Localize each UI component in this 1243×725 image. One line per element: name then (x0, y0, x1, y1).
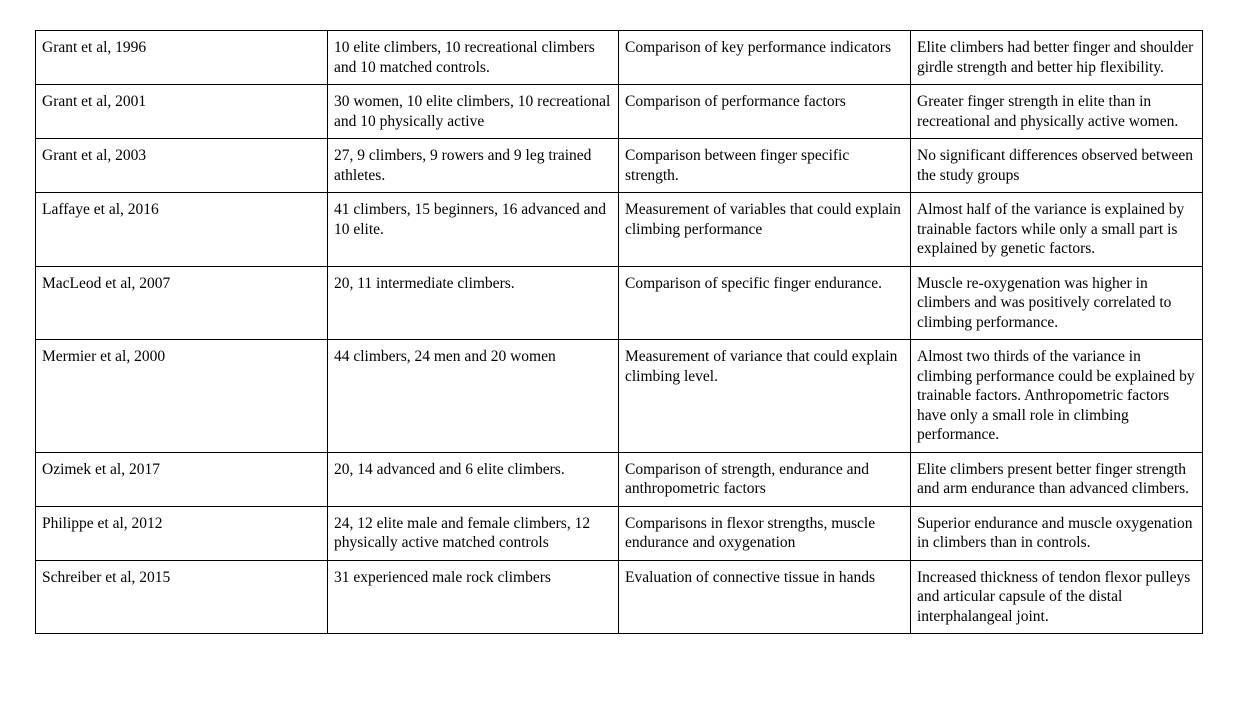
aim-cell: Comparisons in flexor strengths, muscle endurance and oxygenation (619, 506, 911, 560)
table-row (36, 31, 1203, 85)
aim-cell: Comparison between finger specific strength. (619, 139, 911, 193)
table-row (36, 506, 1203, 560)
study-cell: Ozimek et al, 2017 (36, 452, 328, 506)
studies-table (35, 30, 1203, 634)
table-row (36, 85, 1203, 139)
study-cell: Mermier et al, 2000 (36, 340, 328, 453)
sample-cell: 31 experienced male rock climbers (328, 560, 619, 634)
aim-cell: Evaluation of connective tissue in hands (619, 560, 911, 634)
findings-cell: No significant differences observed between the study groups (911, 139, 1203, 193)
findings-cell: Greater finger strength in elite than in recreational and physically active women. (911, 85, 1203, 139)
study-cell: Schreiber et al, 2015 (36, 560, 328, 634)
study-cell: Philippe et al, 2012 (36, 506, 328, 560)
table-row (36, 139, 1203, 193)
study-cell: Grant et al, 2001 (36, 85, 328, 139)
aim-cell: Measurement of variables that could explain climbing performance (619, 193, 911, 267)
findings-cell: Elite climbers present better finger strength and arm endurance than advanced climbers. (911, 452, 1203, 506)
study-cell: Grant et al, 1996 (36, 31, 328, 85)
findings-cell: Elite climbers had better finger and shoulder girdle strength and better hip flexibility. (911, 31, 1203, 85)
sample-cell: 41 climbers, 15 beginners, 16 advanced and 10 elite. (328, 193, 619, 267)
study-cell: MacLeod et al, 2007 (36, 266, 328, 340)
aim-cell: Measurement of variance that could explain climbing level. (619, 340, 911, 453)
sample-cell: 20, 14 advanced and 6 elite climbers. (328, 452, 619, 506)
study-cell: Laffaye et al, 2016 (36, 193, 328, 267)
table-row (36, 266, 1203, 340)
aim-cell: Comparison of specific finger endurance. (619, 266, 911, 340)
findings-cell: Superior endurance and muscle oxygenation in climbers than in controls. (911, 506, 1203, 560)
findings-cell: Almost two thirds of the variance in climbing performance could be explained by trainable factors. Anthropometric factors have only a small role in climbing performance. (911, 340, 1203, 453)
sample-cell: 20, 11 intermediate climbers. (328, 266, 619, 340)
aim-cell: Comparison of performance factors (619, 85, 911, 139)
sample-cell: 30 women, 10 elite climbers, 10 recreational and 10 physically active (328, 85, 619, 139)
sample-cell: 44 climbers, 24 men and 20 women (328, 340, 619, 453)
findings-cell: Almost half of the variance is explained by trainable factors while only a small part is explained by genetic factors. (911, 193, 1203, 267)
table-row (36, 193, 1203, 267)
table-row (36, 340, 1203, 453)
table-row (36, 452, 1203, 506)
findings-cell: Muscle re-oxygenation was higher in climbers and was positively correlated to climbing performance. (911, 266, 1203, 340)
sample-cell: 24, 12 elite male and female climbers, 12 physically active matched controls (328, 506, 619, 560)
aim-cell: Comparison of key performance indicators (619, 31, 911, 85)
aim-cell: Comparison of strength, endurance and anthropometric factors (619, 452, 911, 506)
sample-cell: 10 elite climbers, 10 recreational climbers and 10 matched controls. (328, 31, 619, 85)
study-cell: Grant et al, 2003 (36, 139, 328, 193)
sample-cell: 27, 9 climbers, 9 rowers and 9 leg trained athletes. (328, 139, 619, 193)
table-row (36, 560, 1203, 634)
findings-cell: Increased thickness of tendon flexor pulleys and articular capsule of the distal interphalangeal joint. (911, 560, 1203, 634)
